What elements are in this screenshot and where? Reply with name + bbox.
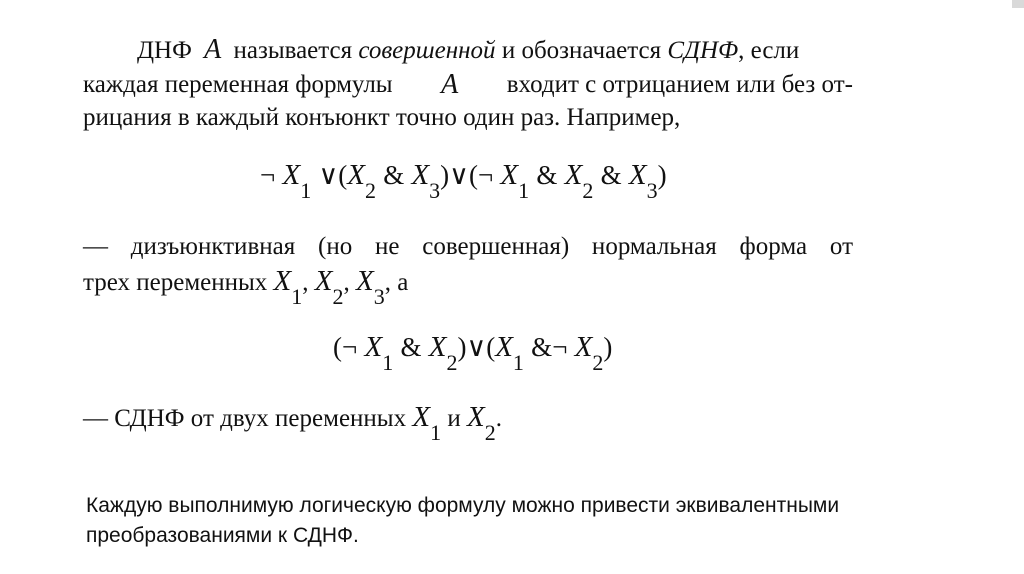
text-three-vars: трех переменных (83, 269, 268, 296)
neg-symbol: ¬ (260, 160, 276, 190)
text-denoted: и обозначается (501, 37, 662, 64)
formula-x: X (355, 265, 374, 297)
corner-accent (1012, 0, 1024, 8)
and-symbol: & (536, 160, 558, 190)
text-enters: входит с отрицанием или без от- (506, 71, 853, 98)
definition-line-1 (137, 35, 799, 66)
formula-subscript: 3 (429, 178, 441, 203)
formula-x: X (364, 331, 383, 363)
definition-line-3 (83, 103, 680, 133)
rparen: ) (440, 160, 450, 190)
formula-x: X (411, 159, 430, 191)
lparen: ( (486, 332, 496, 362)
comma: , (302, 269, 309, 296)
rparen: ) (657, 160, 667, 190)
formula-x: X (564, 159, 583, 191)
formula-subscript: 2 (332, 284, 344, 309)
text-each-var: каждая переменная формулы (83, 71, 393, 98)
formula-x: X (282, 159, 301, 191)
text-and: и (447, 405, 461, 432)
text-if: , если (738, 37, 800, 64)
formula-x: X (314, 265, 333, 297)
conclusion-line-1: Каждую выполнимую логическую формулу можно привести эквивалентными (86, 494, 840, 517)
formula-subscript: 2 (582, 178, 594, 203)
formula-subscript: 1 (300, 178, 312, 203)
period: . (495, 405, 502, 432)
or-symbol: ∨ (318, 160, 339, 190)
formula-subscript: 1 (382, 350, 394, 375)
formula-subscript: 1 (291, 284, 303, 309)
formula-subscript: 1 (518, 178, 530, 203)
formula-x: X (500, 159, 519, 191)
lparen: ( (333, 332, 342, 362)
formula-x: X (574, 331, 593, 363)
formula-x: X (347, 159, 365, 191)
formula-subscript: 3 (646, 178, 658, 203)
text-dnf-description: — дизъюнктивная (но не совершенная) нормальная форма от (83, 233, 853, 260)
formula-subscript: 3 (373, 284, 385, 309)
and-symbol: & (383, 160, 405, 190)
formula-x: X (428, 331, 447, 363)
formula-2 (333, 330, 613, 375)
formula-x: X (273, 265, 292, 297)
rparen: ) (603, 332, 613, 362)
formula-subscript: 1 (430, 420, 442, 445)
formula-subscript: 2 (592, 350, 604, 375)
text-and-a: , а (384, 269, 409, 296)
or-symbol: ∨ (449, 160, 469, 190)
and-symbol: & (531, 332, 553, 362)
sdnf-line (83, 401, 502, 445)
text-perfect: совершенной (358, 37, 496, 64)
dnf-line-2 (83, 265, 409, 309)
rparen: ) (457, 332, 467, 362)
formula-x: X (466, 401, 485, 433)
formula-x: X (628, 159, 647, 191)
text-sdnf-italic: СДНФ (667, 37, 739, 64)
conclusion-line-2: преобразованиями к СДНФ. (86, 524, 359, 547)
definition-line-2 (83, 70, 853, 100)
dnf-line-1 (83, 232, 853, 262)
and-symbol: & (600, 160, 622, 190)
and-symbol: & (400, 332, 422, 362)
comma: , (343, 269, 350, 296)
text-negation-example: рицания в каждый конъюнкт точно один раз. Например, (83, 104, 681, 131)
formula-1 (260, 158, 667, 203)
formula-subscript: 2 (484, 420, 496, 445)
formula-subscript: 2 (446, 350, 458, 375)
text-dnf: ДНФ (137, 37, 192, 64)
lparen: ( (338, 160, 348, 190)
formula-subscript: 2 (364, 178, 376, 203)
var-a-2: A (441, 69, 459, 100)
formula-x: X (495, 331, 513, 363)
lparen: ( (468, 160, 478, 190)
neg-symbol: ¬ (342, 332, 358, 362)
formula-x: X (412, 401, 431, 433)
or-symbol: ∨ (466, 332, 487, 362)
neg-symbol: ¬ (477, 160, 494, 190)
text-sdnf-two-vars: — СДНФ от двух переменных (83, 405, 407, 432)
neg-symbol: ¬ (552, 332, 568, 362)
var-a: A (204, 34, 222, 65)
formula-subscript: 1 (512, 350, 524, 375)
text-called: называется (233, 37, 353, 64)
